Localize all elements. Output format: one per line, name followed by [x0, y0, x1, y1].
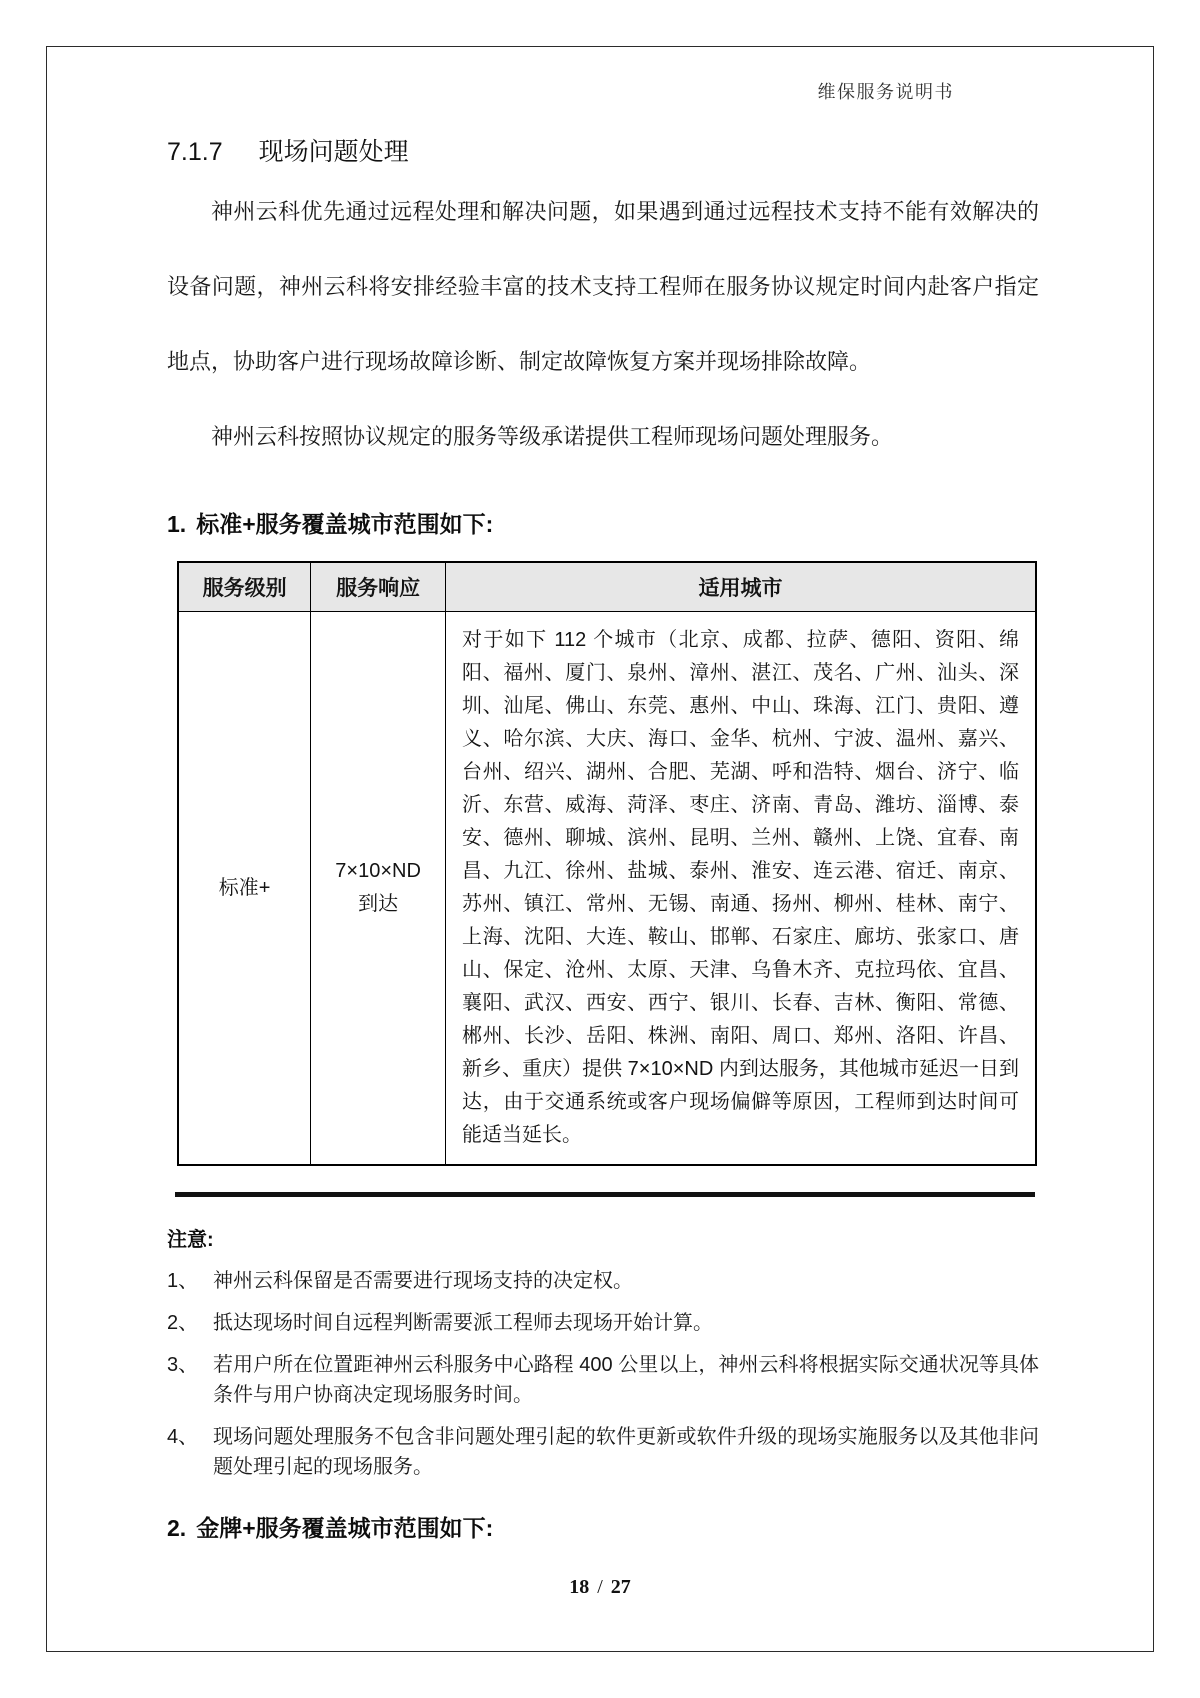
intro-paragraph-1: 神州云科优先通过远程处理和解决问题，如果遇到通过远程技术支持不能有效解决的设备问题，神州云科将安排经验丰富的技术支持工程师在服务协议规定时间内赴客户指定地点，协助客户进行现场故障诊断、制定故障恢复方案并现场排除故障。	[167, 199, 1039, 374]
service-response-line-1: 7×10×ND	[335, 860, 421, 882]
note-text: 若用户所在位置距神州云科服务中心路程 400 公里以上，神州云科将根据实际交通状况等具体条件与用户协商决定现场服务时间。	[213, 1354, 1039, 1406]
service-response-line-2: 到达	[358, 893, 399, 915]
table-row	[178, 612, 1036, 1166]
page-content	[167, 0, 1039, 1543]
subsection-2-heading	[167, 1510, 1039, 1543]
note-item	[167, 1422, 1039, 1482]
section-heading	[167, 132, 1039, 168]
subsection-2-number: 2.	[167, 1515, 187, 1541]
subsection-2-title: 金牌+服务覆盖城市范围如下:	[196, 1515, 494, 1541]
note-item	[167, 1266, 1039, 1296]
table-header-service-response: 服务响应	[311, 562, 446, 612]
intro-block	[167, 174, 1039, 474]
applicable-cities-cell: 对于如下 112 个城市（北京、成都、拉萨、德阳、资阳、绵阳、福州、厦门、泉州、漳州、湛江、茂名、广州、汕头、深圳、汕尾、佛山、东莞、惠州、中山、珠海、江门、贵阳、遵义、哈尔滨、大庆、海口、金华、杭州、宁波、温州、嘉兴、台州、绍兴、湖州、合肥、芜湖、呼和浩特、烟台、济宁、临沂、东营、威海、菏泽、枣庄、济南、青岛、潍坊、淄博、泰安、德州、聊城、滨州、昆明、兰州、赣州、上饶、宜春、南昌、九江、徐州、盐城、泰州、淮安、连云港、宿迁、南京、苏州、镇江、常州、无锡、南通、扬州、柳州、桂林、南宁、上海、沈阳、大连、鞍山、邯郸、石家庄、廊坊、张家口、唐山、保定、沧州、太原、天津、乌鲁木齐、克拉玛依、宜昌、襄阳、武汉、西安、西宁、银川、长春、吉林、衡阳、常德、郴州、长沙、岳阳、株洲、南阳、周口、郑州、洛阳、许昌、新乡、重庆）提供 7×10×ND 内到达服务，其他城市延迟一日到达，由于交通系统或客户现场偏僻等原因，工程师到达时间可能适当延长。	[446, 612, 1036, 1166]
note-text: 抵达现场时间自远程判断需要派工程师去现场开始计算。	[213, 1312, 713, 1334]
note-text: 神州云科保留是否需要进行现场支持的决定权。	[213, 1270, 633, 1292]
note-number: 1、	[167, 1270, 199, 1292]
notes-label: 注意:	[167, 1229, 214, 1251]
section-number: 7.1.7	[167, 138, 223, 166]
doc-header-title: 维保服务说明书	[817, 82, 954, 102]
note-item	[167, 1308, 1039, 1338]
page-number-current: 18	[569, 1576, 590, 1598]
section-title: 现场问题处理	[258, 138, 409, 166]
page-footer	[0, 1576, 1200, 1599]
service-coverage-table	[177, 561, 1037, 1166]
notes-list	[167, 1266, 1039, 1482]
subsection-1-heading	[167, 506, 1039, 539]
note-text: 现场问题处理服务不包含非问题处理引起的软件更新或软件升级的现场实施服务以及其他非问题处理引起的现场服务。	[213, 1426, 1039, 1478]
note-number: 2、	[167, 1312, 199, 1334]
page-number-separator: /	[597, 1576, 603, 1598]
table-header-applicable-cities: 适用城市	[446, 562, 1036, 612]
table-header-row	[178, 562, 1036, 612]
note-number: 3、	[167, 1354, 199, 1376]
intro-paragraph-2: 神州云科按照协议规定的服务等级承诺提供工程师现场问题处理服务。	[211, 424, 894, 449]
table-header-service-level: 服务级别	[178, 562, 311, 612]
note-number: 4、	[167, 1426, 199, 1448]
service-level-cell: 标准+	[178, 612, 311, 1166]
page-number-total: 27	[610, 1576, 631, 1598]
divider-rule	[175, 1192, 1035, 1197]
service-response-cell	[311, 612, 446, 1166]
subsection-1-number: 1.	[167, 511, 187, 537]
note-item	[167, 1350, 1039, 1410]
subsection-1-title: 标准+服务覆盖城市范围如下:	[196, 511, 494, 537]
